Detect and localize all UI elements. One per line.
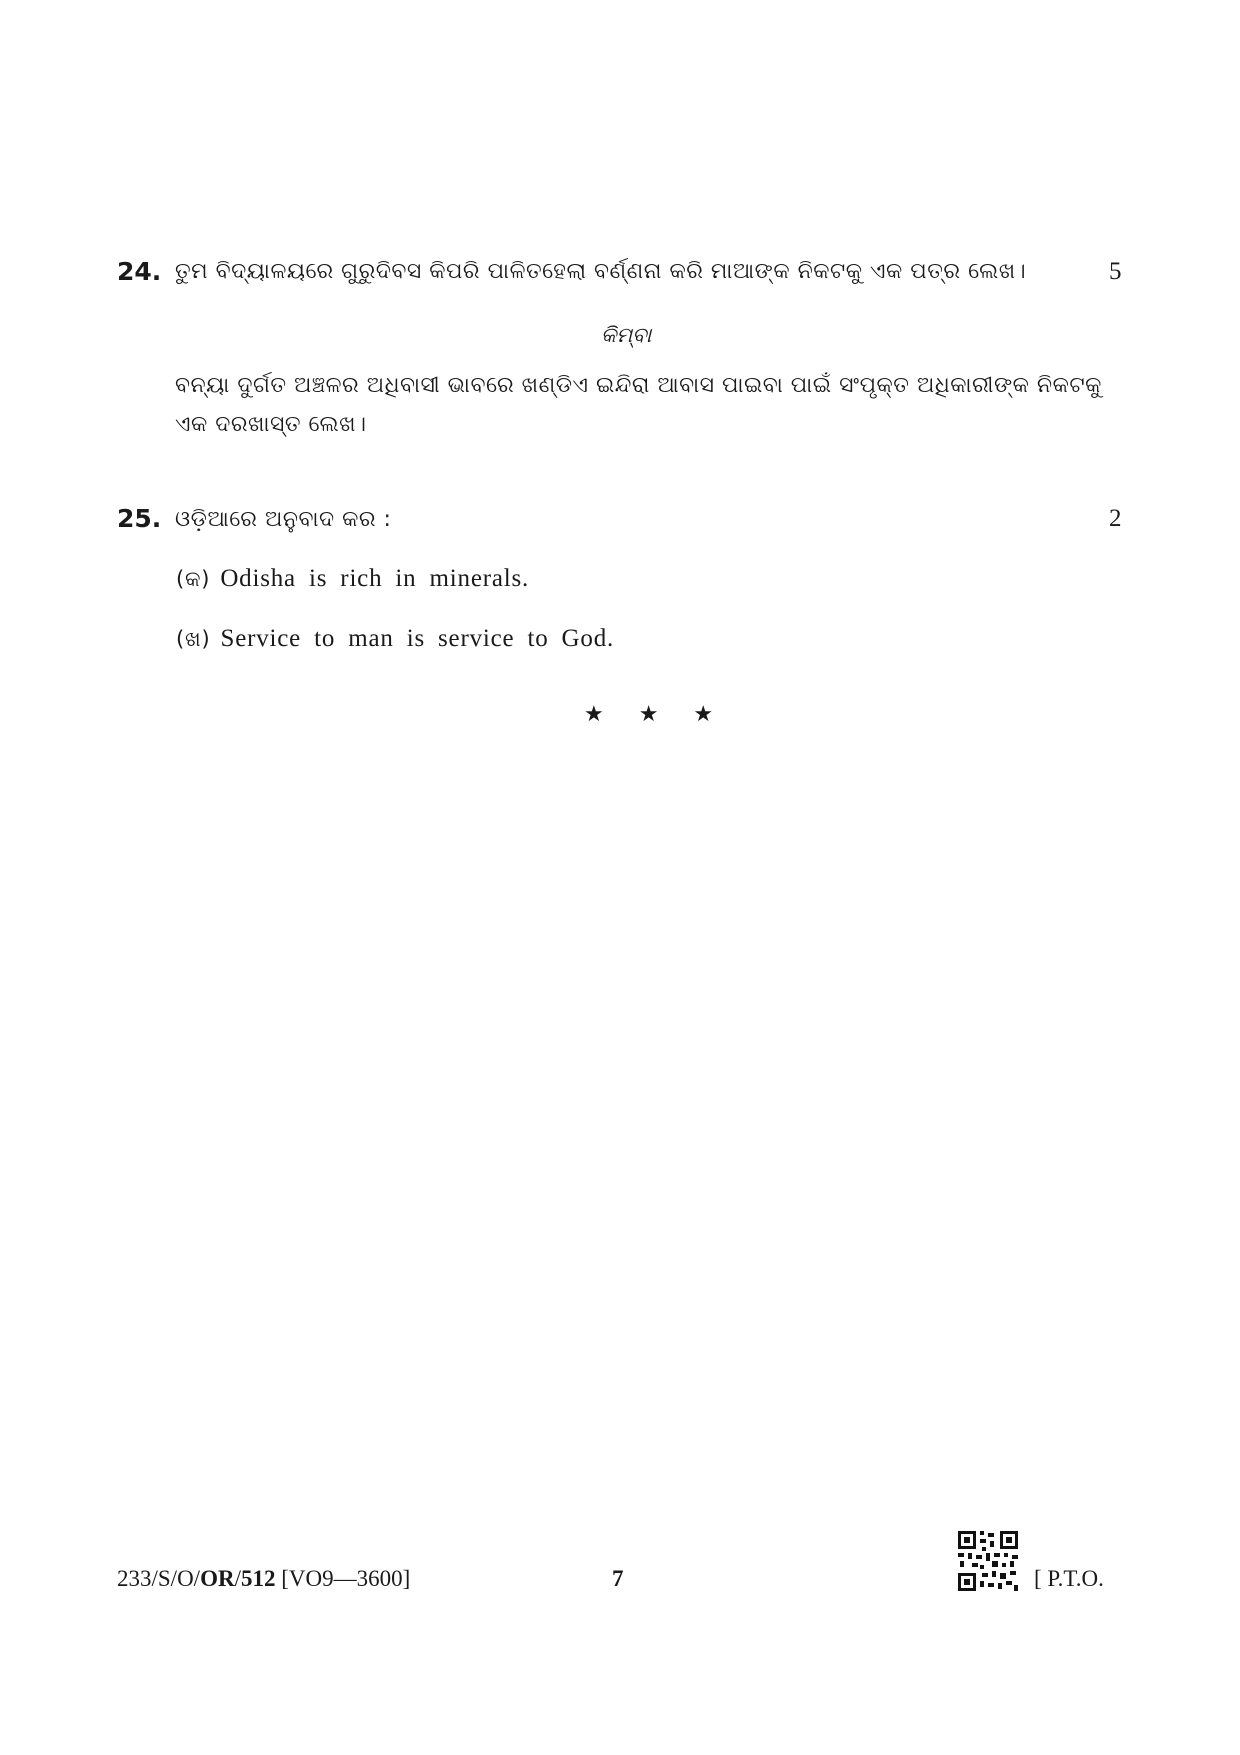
question-25-text: ଓଡ଼ିଆରେ ଅନୁବାଦ କର : [175,507,392,532]
question-25-marks: 2 [1109,505,1122,532]
end-of-paper-stars: ★ ★ ★ [584,702,728,727]
translation-item-ka [176,565,529,593]
question-24-alternative-line-2: ଏକ ଦରଖାସ୍ତ ଲେଖ। [175,412,367,437]
qr-code-icon [956,1529,1020,1597]
paper-code-separator: / [234,1566,241,1591]
item-text: Odisha is rich in minerals. [220,565,530,592]
question-24-text: ତୁମ ବିଦ୍ୟାଳୟରେ ଗୁରୁଦିବସ କିପରି ପାଳିତହେଲା ବର୍ଣ୍ଣନା କରି ମାଆଙ୍କ ନିକଟକୁ ଏକ ପତ୍ର ଲେଖ। [175,259,1027,284]
item-label: (ଖ) [176,627,211,651]
question-24-marks: 5 [1109,258,1122,285]
paper-code-suffix: [VO9—3600] [275,1566,411,1591]
or-separator: କିମ୍ବା [601,323,652,347]
question-number-25: 25. [117,504,162,533]
item-text: Service to man is service to God. [220,625,615,652]
translation-item-kha [176,625,614,653]
paper-code-prefix: 233/S/O/ [117,1566,201,1591]
paper-code [117,1566,410,1592]
page-number: 7 [612,1566,624,1591]
question-24-alternative-line-1: ବନ୍ୟା ଦୁର୍ଗତ ଅଞ୍ଚଳର ଅଧିବାସୀ ଭାବରେ ଖଣ୍ଡିଏ ଇନ୍ଦିରା ଆବାସ ପାଇବା ପାଇଁ ସଂପୃକ୍ତ ଅଧିକାରୀଙ୍କ ନିକଟକୁ [175,373,1102,398]
please-turn-over: [ P.T.O. [1034,1566,1104,1591]
question-number-24: 24. [117,257,162,286]
item-label: (କ) [176,567,211,591]
paper-code-number: 512 [240,1566,276,1591]
paper-code-subject: OR [200,1566,235,1591]
